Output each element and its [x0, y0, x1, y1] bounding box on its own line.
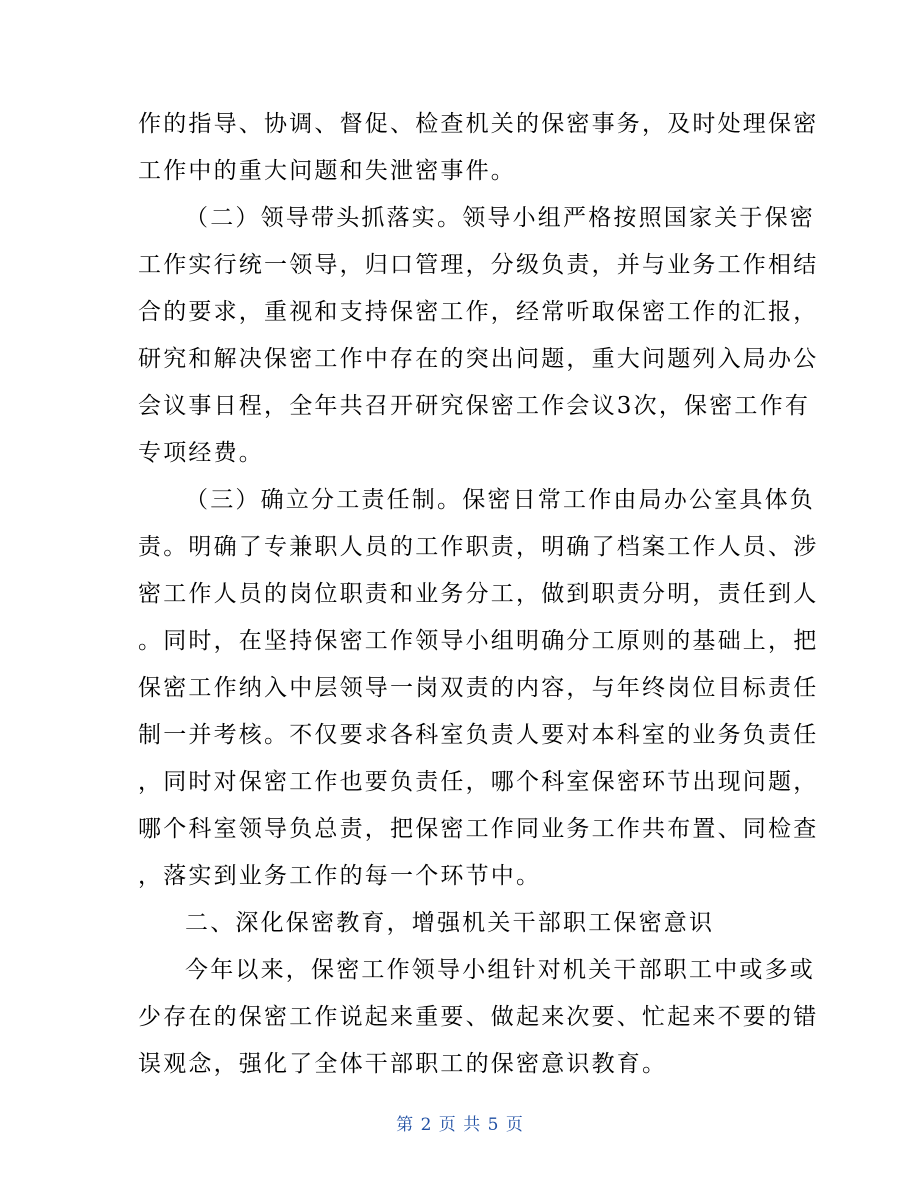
text-line: ，落实到业务工作的每一个环节中。 [138, 863, 542, 889]
text-line: 密工作人员的岗位职责和业务分工，做到职责分明，责任到人 [138, 581, 819, 607]
text-line: 合的要求，重视和支持保密工作，经常听取保密工作的汇报， [138, 299, 819, 325]
text-line: （二）领导带头抓落实。领导小组严格按照国家关于保密 [185, 205, 815, 231]
text-line: 制一并考核。不仅要求各科室负责人要对本科室的业务负责任 [138, 722, 819, 748]
text-line: 今年以来，保密工作领导小组针对机关干部职工中或多或 [185, 957, 815, 983]
text-line: 少存在的保密工作说起来重要、做起来次要、忙起来不要的错 [138, 1004, 819, 1030]
text-line: 研究和解决保密工作中存在的突出问题，重大问题列入局办公 [138, 346, 819, 372]
page-number-footer: 第 2 页 共 5 页 [396, 1115, 524, 1135]
text-line: 专项经费。 [138, 440, 264, 466]
text-line: 会议事日程，全年共召开研究保密工作会议3次，保密工作有 [138, 393, 811, 419]
text-line: 哪个科室领导负总责，把保密工作同业务工作共布置、同检查 [138, 816, 819, 842]
text-line: 作的指导、协调、督促、检查机关的保密事务，及时处理保密 [138, 111, 819, 137]
text-line: 。同时，在坚持保密工作领导小组明确分工原则的基础上，把 [138, 628, 819, 654]
section-heading: 二、深化保密教育，增强机关干部职工保密意识 [185, 910, 715, 936]
text-line: ，同时对保密工作也要负责任，哪个科室保密环节出现问题， [138, 769, 819, 795]
text-line: （三）确立分工责任制。保密日常工作由局办公室具体负 [185, 487, 815, 513]
text-line: 工作中的重大问题和失泄密事件。 [138, 158, 516, 184]
text-line: 保密工作纳入中层领导一岗双责的内容，与年终岗位目标责任 [138, 675, 819, 701]
text-line: 工作实行统一领导，归口管理，分级负责，并与业务工作相结 [138, 252, 819, 278]
text-line: 责。明确了专兼职人员的工作职责，明确了档案工作人员、涉 [138, 534, 819, 560]
text-line: 误观念，强化了全体干部职工的保密意识教育。 [138, 1051, 668, 1077]
